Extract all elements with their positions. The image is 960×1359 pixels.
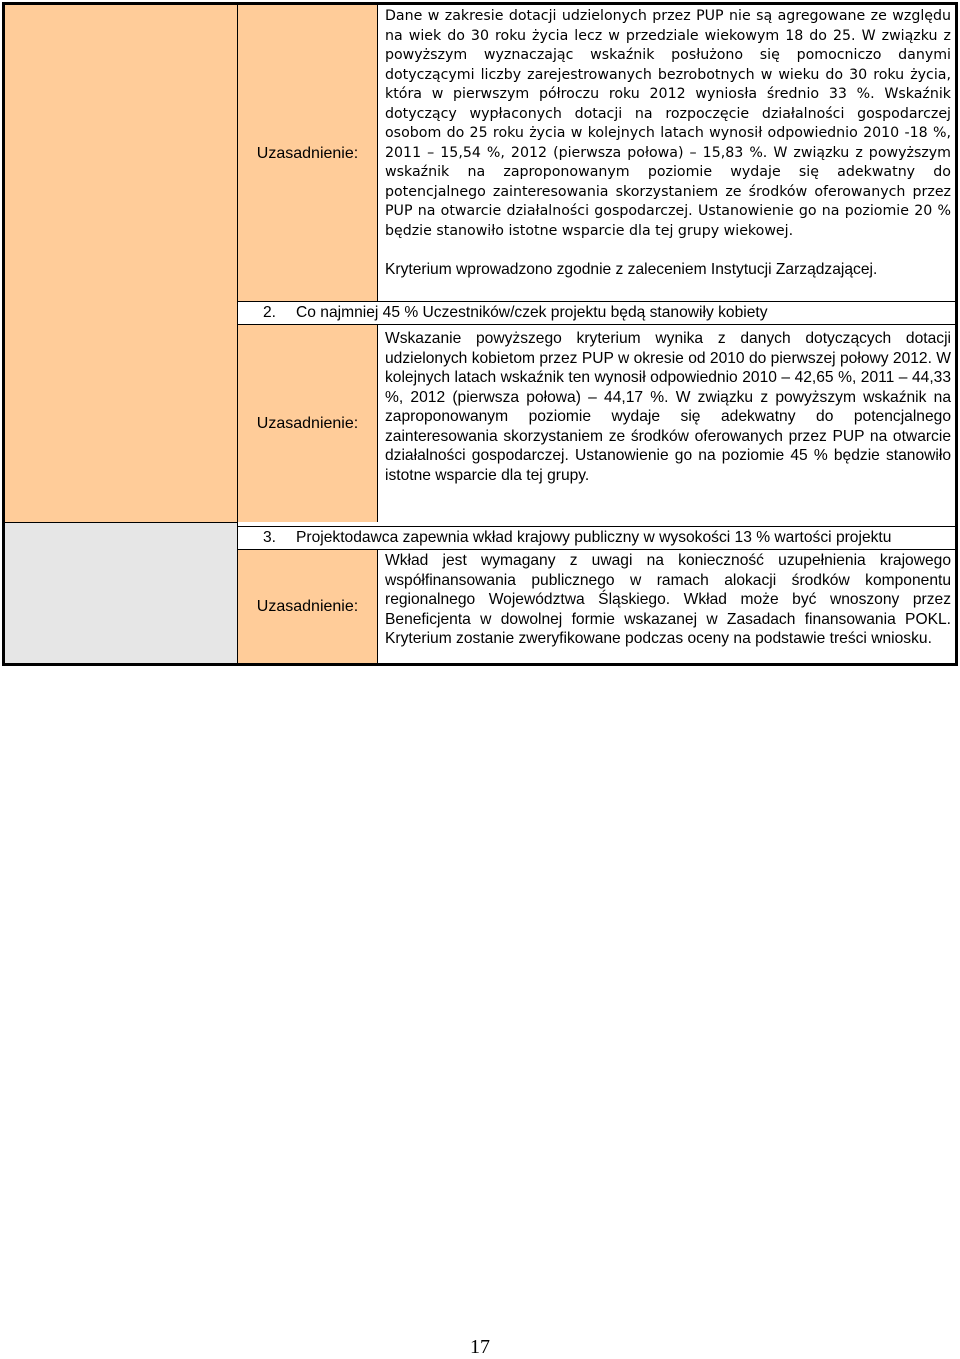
justification-paragraph: Wskazanie powyższego kryterium wynika z danych dotyczących dotacji udzielonych kobietom przez PUP w okresie od 2010 do pierwszej połowy 2012. W kolejnych latach wskaźnik ten wynosił odpowiednio 2010 – 42,65 %, 2011 – 44,33 %, 2012 (pierwsza połowa) – 44,17 %. W związku z powyższym wskaźnik na zaproponowanym poziomie wydaje się adekwatny do potencjalnego zainteresowania skorzystaniem ze środków oferowanych przez PUP na otwarcie działalności gospodarczej. Ustanowienie go na poziomie 45 % będzie stanowiło istotne wsparcie dla tej grupy.: [385, 330, 951, 484]
left-column: [5, 5, 238, 663]
justification-text-cell-1: [385, 7, 951, 280]
justification-text-cell-2: [385, 329, 951, 485]
justification-paragraph: Wkład jest wymagany z uwagi na konieczność uzupełnienia krajowego współfinansowania publicznego w ramach alokacji środków komponentu regionalnego Województwa Śląskiego. Wkład może być wnoszony przez Beneficjenta w dowolnej formie wskazanej w Zasadach finansowania POKL. Kryterium zostanie zweryfikowane podczas oceny na podstawie treści wniosku.: [385, 552, 951, 647]
criteria-table: [2, 2, 958, 666]
justification-note: Kryterium wprowadzono zgodnie z zaleceniem Instytucji Zarządzającej.: [385, 261, 878, 278]
justification-label-cell-2: [238, 325, 378, 522]
justification-label-cell-1: [238, 5, 378, 301]
justification-paragraph: Dane w zakresie dotacji udzielonych przez PUP nie są agregowane ze względu na wiek do 30 roku życia lecz w przedziale wiekowym 18 do 25. W związku z powyższym wyznaczając wskaźnik posłużono się pomocniczo danymi dotyczącymi liczby zarejestrowanych bezrobotnych w wieku do 30 roku życia, która w pierwszym półroczu roku 2012 wyniosła średnio 33 %. Wskaźnik dotyczący wypłaconych dotacji na rozpoczęcie działalności gospodarczej osobom do 25 roku życia w kolejnych latach wynosił odpowiednio 2010 -18 %, 2011 – 15,54 %, 2012 (pierwsza połowa) – 15,83 %. W związku z powyższym wskaźnik na zaproponowanym poziomie wydaje się adekwatny do potencjalnego zainteresowania skorzystaniem ze środków oferowanych przez PUP na otwarcie działalności gospodarczej. Ustanowienie go na poziomie 20 % będzie stanowiło istotne wsparcie dla tej grupy wiekowej.: [385, 8, 951, 239]
justification-label: Uzasadnienie:: [256, 144, 359, 162]
left-column-gray: [5, 522, 237, 663]
justification-label: Uzasadnienie:: [256, 598, 359, 615]
criterion-number: 2.: [263, 304, 277, 321]
criterion-number: 3.: [263, 529, 277, 546]
left-column-peach: [5, 5, 237, 522]
criterion-text: Projektodawca zapewnia wkład krajowy publiczny w wysokości 13 % wartości projektu: [296, 529, 892, 546]
page-number: 17: [470, 1336, 490, 1358]
justification-label: Uzasadnienie:: [256, 415, 359, 432]
justification-text-cell-3: [385, 551, 951, 649]
criterion-text: Co najmniej 45 % Uczestników/czek projektu będą stanowiły kobiety: [296, 304, 768, 321]
criterion-row-2: [238, 301, 955, 325]
justification-label-cell-3: [238, 550, 378, 663]
criterion-row-3: [238, 526, 955, 550]
